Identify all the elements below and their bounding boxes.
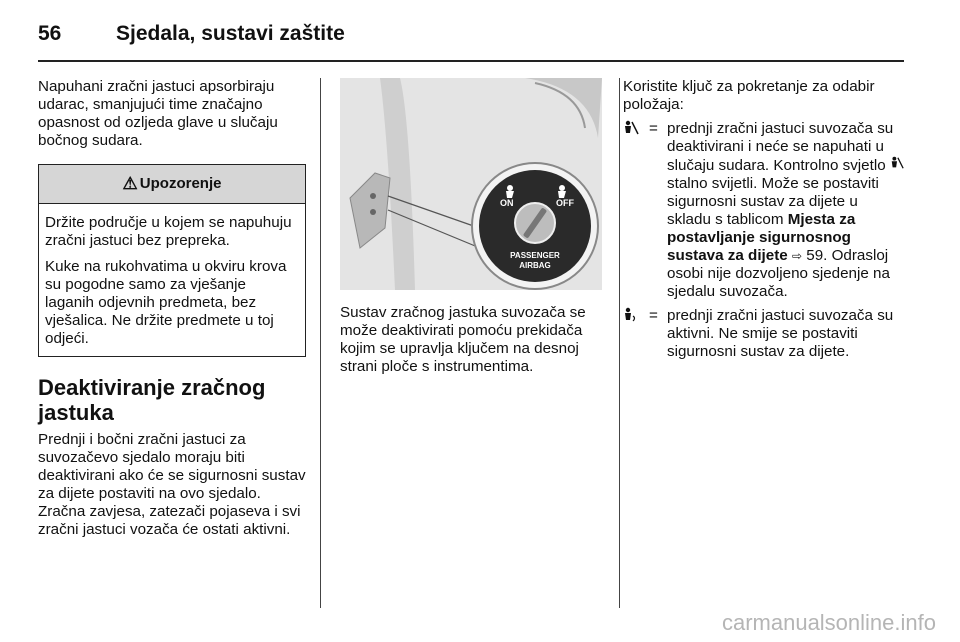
- warning-header: [39, 165, 305, 204]
- header-rule: [38, 60, 904, 62]
- image-caption: Sustav zračnog jastuka suvozača se može deaktivirati pomoću prekidača kojim se upravlja ključem na desnoj strani ploče s instrumentima.: [340, 304, 586, 375]
- item-text: prednji zračni jastuci suvozača su deaktivirani i neće se napuhati u slučaju sudara. Kontrolno svjetlo: [667, 120, 894, 174]
- list-item: [623, 307, 905, 361]
- list-item-text: [667, 120, 905, 301]
- warning-paragraph: Kuke na rukohvatima u okviru krova su pogodne samo za vješanje laganih odjevnih predmeta, bez vješalica. Ne držite predmete u toj odjeći.: [45, 258, 287, 347]
- warning-title: Upozorenje: [139, 175, 222, 192]
- item-text: stalno svijetli. Može se postaviti sigurnosni sustav za dijete u skladu s tablicom: [667, 175, 879, 228]
- watermark: carmanualsonline.info: [721, 610, 936, 635]
- page-header: [38, 22, 345, 46]
- page-title: Sjedala, sustavi zaštite: [116, 22, 345, 45]
- airbag-off-icon: [890, 156, 904, 170]
- equals-sign: =: [649, 307, 658, 324]
- warning-paragraph: Držite područje u kojem se napuhuju zračni jastuci bez prepreka.: [45, 214, 292, 249]
- warning-box: [38, 164, 306, 357]
- body-paragraph: Prednji i bočni zračni jastuci za suvozačevo sjedalo moraju biti deaktivirani ako će se sigurnosni sustav za dijete postaviti na ovo sjedalo. Zračna zavjesa, zatezači pojaseva i svi zračni jastuci vozača će ostati aktivni.: [38, 431, 306, 538]
- airbag-switch-illustration: [340, 78, 602, 290]
- equals-sign: =: [649, 120, 658, 137]
- switch-label-line1: PASSENGER: [510, 251, 560, 260]
- airbag-on-icon: [623, 307, 649, 361]
- column-right: [623, 78, 905, 361]
- intro-paragraph: Koristite ključ za pokretanje za odabir položaja:: [623, 78, 875, 113]
- switch-off-label: OFF: [556, 198, 574, 208]
- switch-on-label: ON: [500, 198, 514, 208]
- list-item-text: prednji zračni jastuci suvozača su aktivni. Ne smije se postaviti sigurnosni sustav za dijete.: [667, 307, 894, 360]
- section-heading: Deaktiviranje zračnog jastuka: [38, 375, 266, 425]
- airbag-off-icon: [623, 120, 649, 301]
- page-ref-arrow-icon: ⇨: [791, 249, 803, 263]
- item-text: Odrasloj osobi nije dozvoljeno sjedenje na sjedalu suvozača.: [667, 247, 890, 300]
- page-number: 56: [38, 22, 62, 45]
- intro-paragraph: Napuhani zračni jastuci apsorbiraju udarac, smanjujući time značajno opasnost od ozljeda glave u slučaju bočnog sudara.: [38, 78, 278, 149]
- list-item: [623, 120, 905, 301]
- warning-body: [39, 204, 305, 356]
- page-reference: 59.: [806, 247, 828, 264]
- switch-label-line2: AIRBAG: [519, 261, 551, 270]
- column-left: [38, 78, 306, 539]
- column-divider: [619, 78, 620, 608]
- column-divider: [320, 78, 321, 608]
- column-middle: [340, 78, 602, 376]
- warning-triangle-icon: ⚠: [122, 174, 138, 193]
- table-reference: Mjesta za postavljanje sigurnosnog sustava za dijete: [667, 211, 856, 264]
